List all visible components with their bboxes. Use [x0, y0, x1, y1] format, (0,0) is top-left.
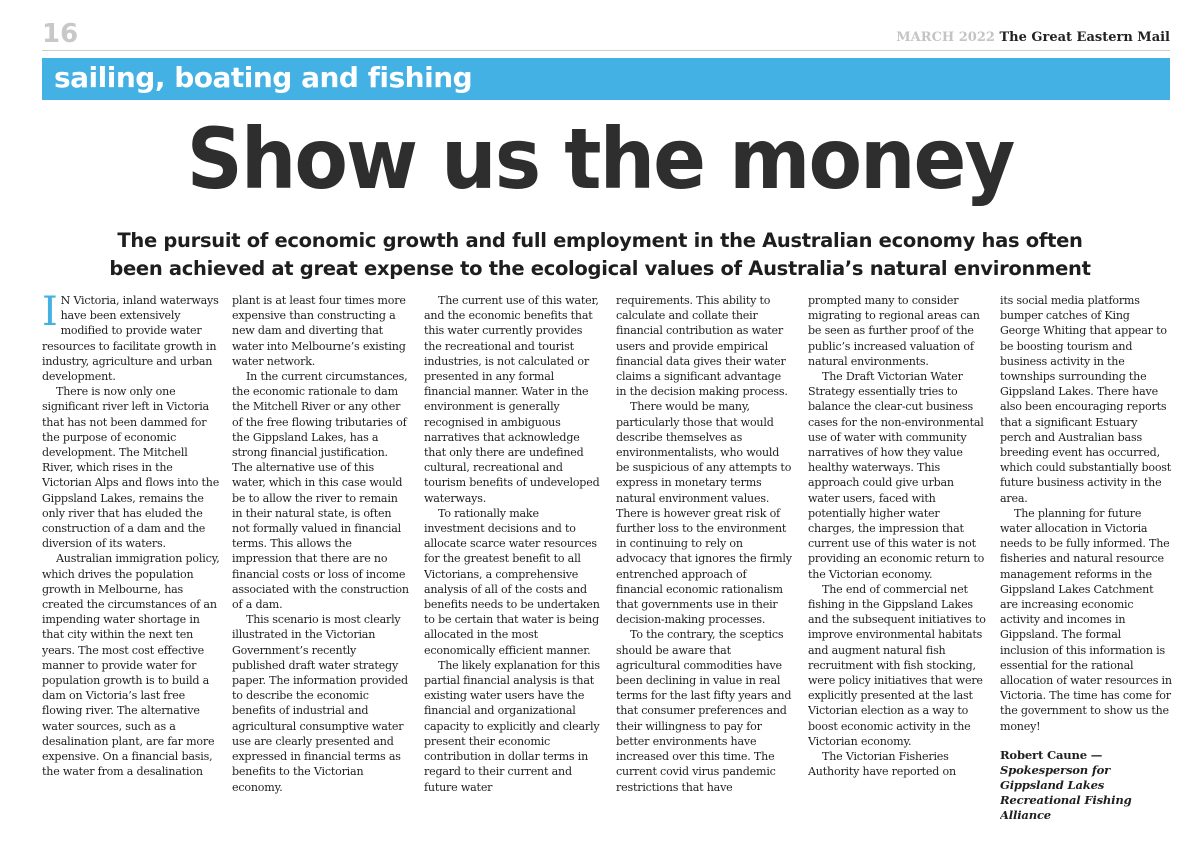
- paragraph-lead: [42, 293, 220, 384]
- article-column-5: [808, 293, 986, 838]
- byline: [1000, 748, 1172, 823]
- author-role: Spokesperson for Gippsland Lakes Recreational Fishing Alliance: [1000, 762, 1132, 822]
- paragraph-continued: requirements. This ability to calculate and collate their financial contribution as water users and provide empirical financial data gives their water claims a significant advantage in the decision making process.: [616, 294, 788, 399]
- paragraph: The Victorian Fisheries Authority have reported on: [808, 750, 956, 779]
- article-column-6: [1000, 293, 1172, 838]
- paragraph-text: N Victoria, inland waterways have been extensively modified to provide water resources to facilitate growth in industry, agriculture and urban development.: [42, 294, 219, 384]
- headline: Show us the money: [186, 111, 1014, 209]
- paragraph: There would be many, particularly those that would describe themselves as environmentalists, who would be suspicious of any attempts to express in monetary terms natural environment values. There is however great risk of further loss to the environment in continuing to rely on advocacy that ignores the firmly entrenched approach of financial economic rationalism that governments use in their decision-making processes.: [616, 400, 792, 627]
- paragraph: To the contrary, the sceptics should be aware that agricultural commodities have been declining in value in real terms for the last fifty years and that consumer preferences and their willingness to pay for better environments have increased over this time. The current covid virus pandemic restrictions that have: [616, 628, 792, 794]
- paragraph: There is now only one significant river left in Victoria that has not been dammed for the purpose of economic development. The Mitchell River, which rises in the Victorian Alps and flows into the Gippsland Lakes, remains the only river that has eluded the construction of a dam and the diversion of its waters.: [42, 385, 220, 551]
- paragraph: In the current circumstances, the economic rationale to dam the Mitchell River or any other of the free flowing tributaries of the Gippsland Lakes, has a strong financial justification. The alternative use of this water, which in this case would be to allow the river to remain in their natural state, is often not formally valued in financial terms. This allows the impression that there are no financial costs or loss of income associated with the construction of a dam.: [232, 370, 409, 612]
- standfirst: [60, 227, 1140, 283]
- article-column-1: [42, 293, 220, 838]
- publication-name: The Great Eastern Mail: [999, 30, 1170, 45]
- standfirst-line-2: been achieved at great expense to the ecological values of Australia’s natural environment: [109, 257, 1091, 280]
- article-column-4: [616, 293, 794, 838]
- article-column-2: [232, 293, 410, 838]
- paragraph-continued: its social media platforms bumper catches of King George Whiting that appear to be boosting tourism and business activity in the townships surrounding the Gippsland Lakes. There have also been encouraging reports that a significant Estuary perch and Australian bass breeding event has occurred, which could substantially boost future business activity in the area.: [1000, 294, 1172, 505]
- paragraph: This scenario is most clearly illustrated in the Victorian Government’s recently published draft water strategy paper. The information provided to describe the economic benefits of industrial and agricultural consumptive water use are clearly presented and expressed in financial terms as benefits to the Victorian economy.: [232, 613, 408, 794]
- issue-date: MARCH 2022: [896, 30, 995, 45]
- paragraph: Australian immigration policy, which drives the population growth in Melbourne, has created the circumstances of an impending water shortage in that city within the next ten years. The most cost effective manner to provide water for population growth is to build a dam on Victoria’s last free flowing river. The alternative water sources, such as a desalination plant, are far more expensive. On a financial basis, the water from a desalination: [42, 552, 220, 779]
- section-title: sailing, boating and fishing: [54, 61, 473, 94]
- paragraph: To rationally make investment decisions and to allocate scarce water resources for the greatest benefit to all Victorians, a comprehensive analysis of all of the costs and benefits needs to be undertaken to be certain that water is being allocated in the most economically efficient manner.: [424, 506, 600, 657]
- paragraph: The current use of this water, and the economic benefits that this water currently provides the recreational and tourist industries, is not calculated or presented in any formal financial manner. Water in the environment is generally recognised in ambiguous narratives that acknowledge that only there are undefined cultural, recreational and tourism benefits of undeveloped waterways.: [424, 294, 600, 505]
- standfirst-line-1: The pursuit of economic growth and full employment in the Australian economy has often: [117, 229, 1083, 252]
- page-number: 16: [42, 19, 79, 49]
- paragraph: The Draft Victorian Water Strategy essentially tries to balance the clear-cut business cases for the non-environmental use of water with community narratives of how they value healthy waterways. This approach could give urban water users, faced with potentially higher water charges, the impression that current use of this water is not providing an economic return to the Victorian economy.: [808, 370, 985, 581]
- paragraph: The planning for future water allocation in Victoria needs to be fully informed. The fisheries and natural resource management reforms in the Gippsland Lakes Catchment are increasing economic activity and incomes in Gippsland. The formal inclusion of this information is essential for the rational allocation of water resources in Victoria. The time has come for the government to show us the money!: [1000, 506, 1172, 733]
- section-banner: [42, 58, 1170, 100]
- article-column-3: [424, 293, 602, 838]
- top-rule: [42, 50, 1170, 51]
- drop-cap: I: [42, 293, 58, 335]
- paragraph-continued: plant is at least four times more expensive than constructing a new dam and diverting that water into Melbourne’s existing water network.: [232, 294, 406, 368]
- paragraph: The likely explanation for this partial financial analysis is that existing water users have the financial and organizational capacity to explicitly and clearly present their economic contribution in dollar terms in regard to their current and future water: [424, 658, 600, 794]
- paragraph: The end of commercial net fishing in the Gippsland Lakes and the subsequent initiatives to improve environmental habitats and augment natural fish recruitment with fish stocking, were policy initiatives that were explicitly presented at the last Victorian election as a way to boost economic activity in the Victorian economy.: [808, 582, 986, 748]
- paragraph-continued: prompted many to consider migrating to regional areas can be seen as further proof of the public’s increased valuation of natural environments.: [808, 294, 980, 368]
- masthead: [896, 30, 1170, 46]
- author-name: Robert Caune —: [1000, 747, 1103, 762]
